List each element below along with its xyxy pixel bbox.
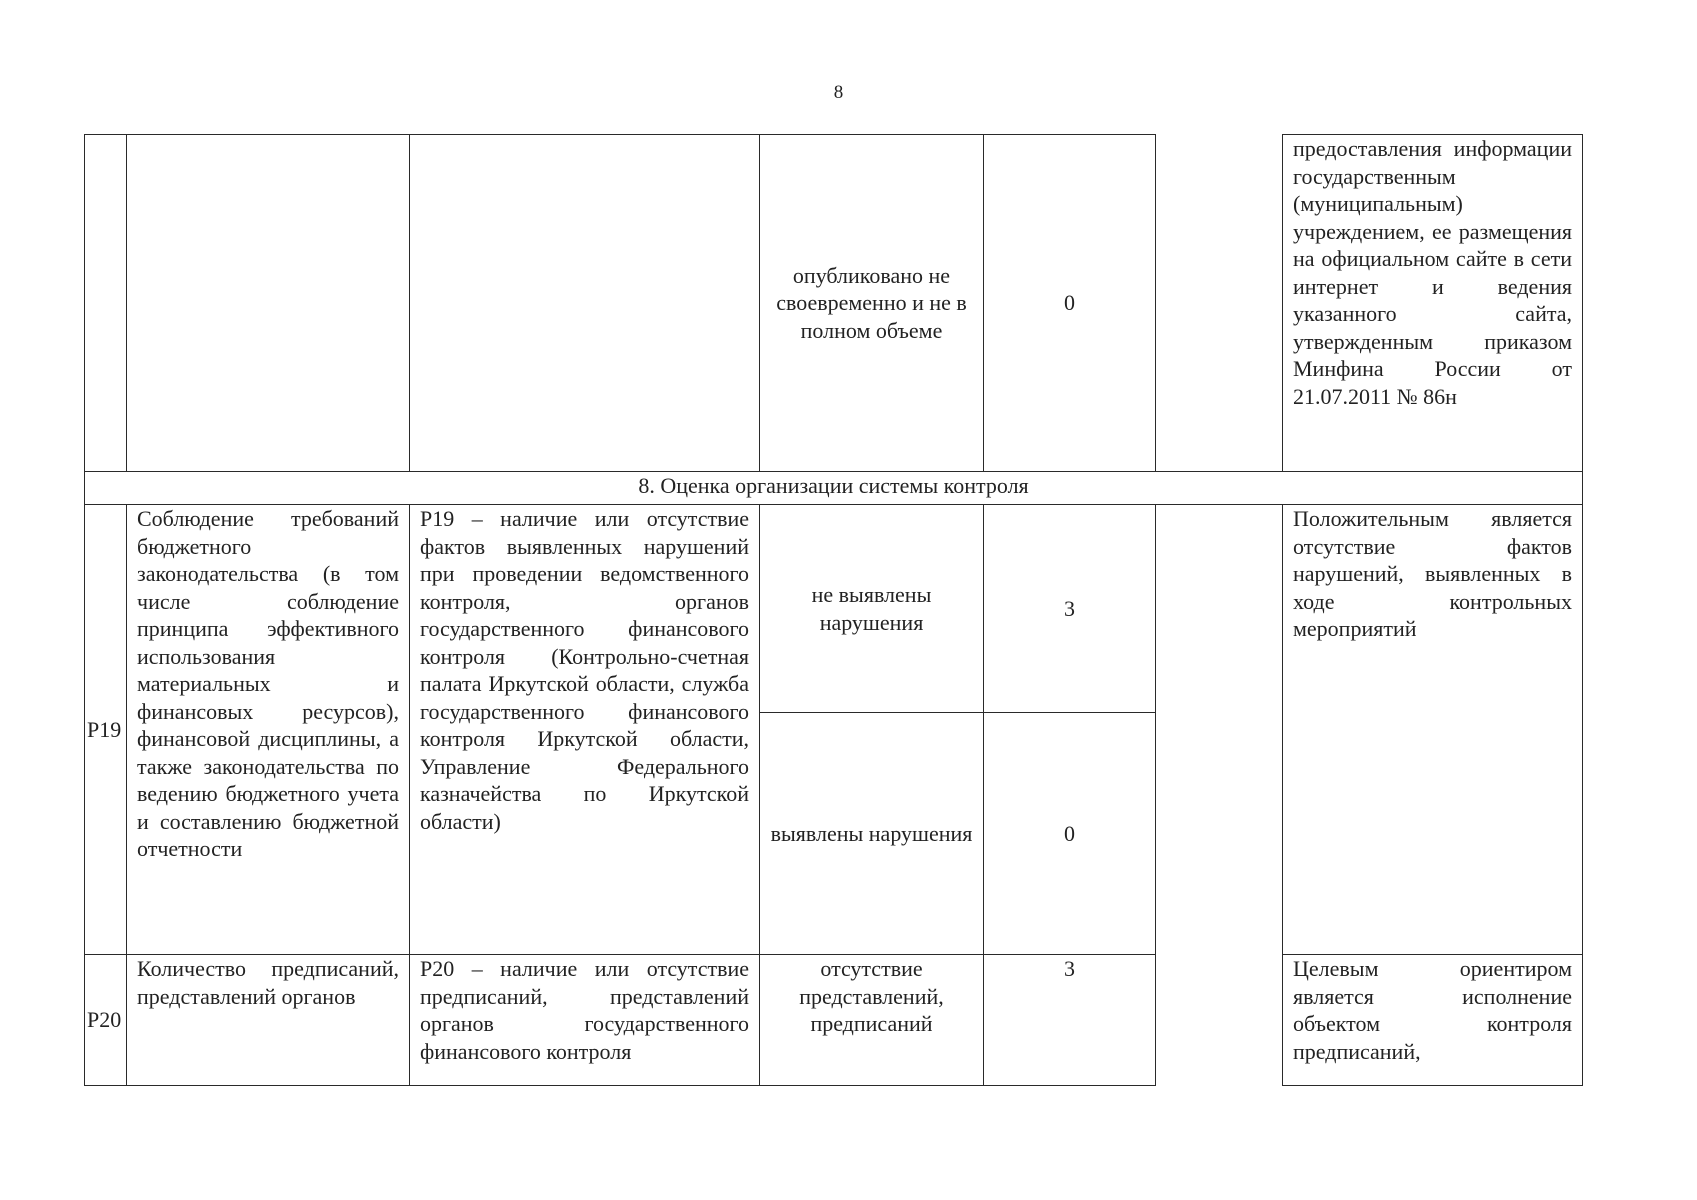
indicator-name: Соблюдение требований бюджетного законодательства (в том числе соблюдение принципа эффективного использования материальных и финансовых ресурсов), финансовой дисциплины, а также законодательства по ведению бюджетного учета и составлению бюджетной отчетности [127, 505, 410, 955]
definition-cell [410, 135, 760, 472]
indicator-name: Количество предписаний, представлений органов [127, 955, 410, 1086]
empty-gap-cell [1156, 135, 1283, 472]
indicator-definition: P20 – наличие или отсутствие предписаний, представлений органов государственного финансового контроля [410, 955, 760, 1086]
indicator-name-cell [127, 135, 410, 472]
indicator-note: Положительным является отсутствие фактов нарушений, выявленных в ходе контрольных мероприятий [1283, 505, 1583, 955]
indicator-definition: P19 – наличие или отсутствие фактов выявленных нарушений при проведении ведомственного контроля, органов государственного финансового контроля (Контрольно-счетная палата Иркутской области, служба государственного финансового контроля Иркутской области, Управление Федерального казначейства по Иркутской области) [410, 505, 760, 955]
score-value: 3 [984, 505, 1156, 713]
empty-gap-cell [1156, 713, 1283, 955]
result-option: отсутствие представлений, предписаний [760, 955, 984, 1086]
score-cell: 0 [984, 135, 1156, 472]
code-cell [85, 135, 127, 472]
empty-gap-cell [1156, 505, 1283, 713]
result-option: не выявлены нарушения [760, 505, 984, 713]
indicator-code: P19 [85, 505, 127, 955]
table-row [85, 135, 1583, 472]
section-header-row [85, 472, 1583, 505]
empty-gap-cell [1156, 955, 1283, 1086]
table-row [85, 955, 1583, 1086]
note-cell: предоставления информации государственным (муниципальным) учреждением, ее размещения на официальном сайте в сети интернет и ведения указанного сайта, утвержденным приказом Минфина России от 21.07.2011 № 86н [1283, 135, 1583, 472]
page-number: 8 [833, 82, 844, 103]
table-row [85, 505, 1583, 713]
result-option-cell: опубликовано не своевременно и не в полном объеме [760, 135, 984, 472]
result-option: выявлены нарушения [760, 713, 984, 955]
section-title: 8. Оценка организации системы контроля [85, 472, 1583, 505]
evaluation-table [84, 134, 1583, 1086]
score-value: 0 [984, 713, 1156, 955]
indicator-note: Целевым ориентиром является исполнение объектом контроля предписаний, [1283, 955, 1583, 1086]
indicator-code: P20 [85, 955, 127, 1086]
score-value: 3 [984, 955, 1156, 1086]
